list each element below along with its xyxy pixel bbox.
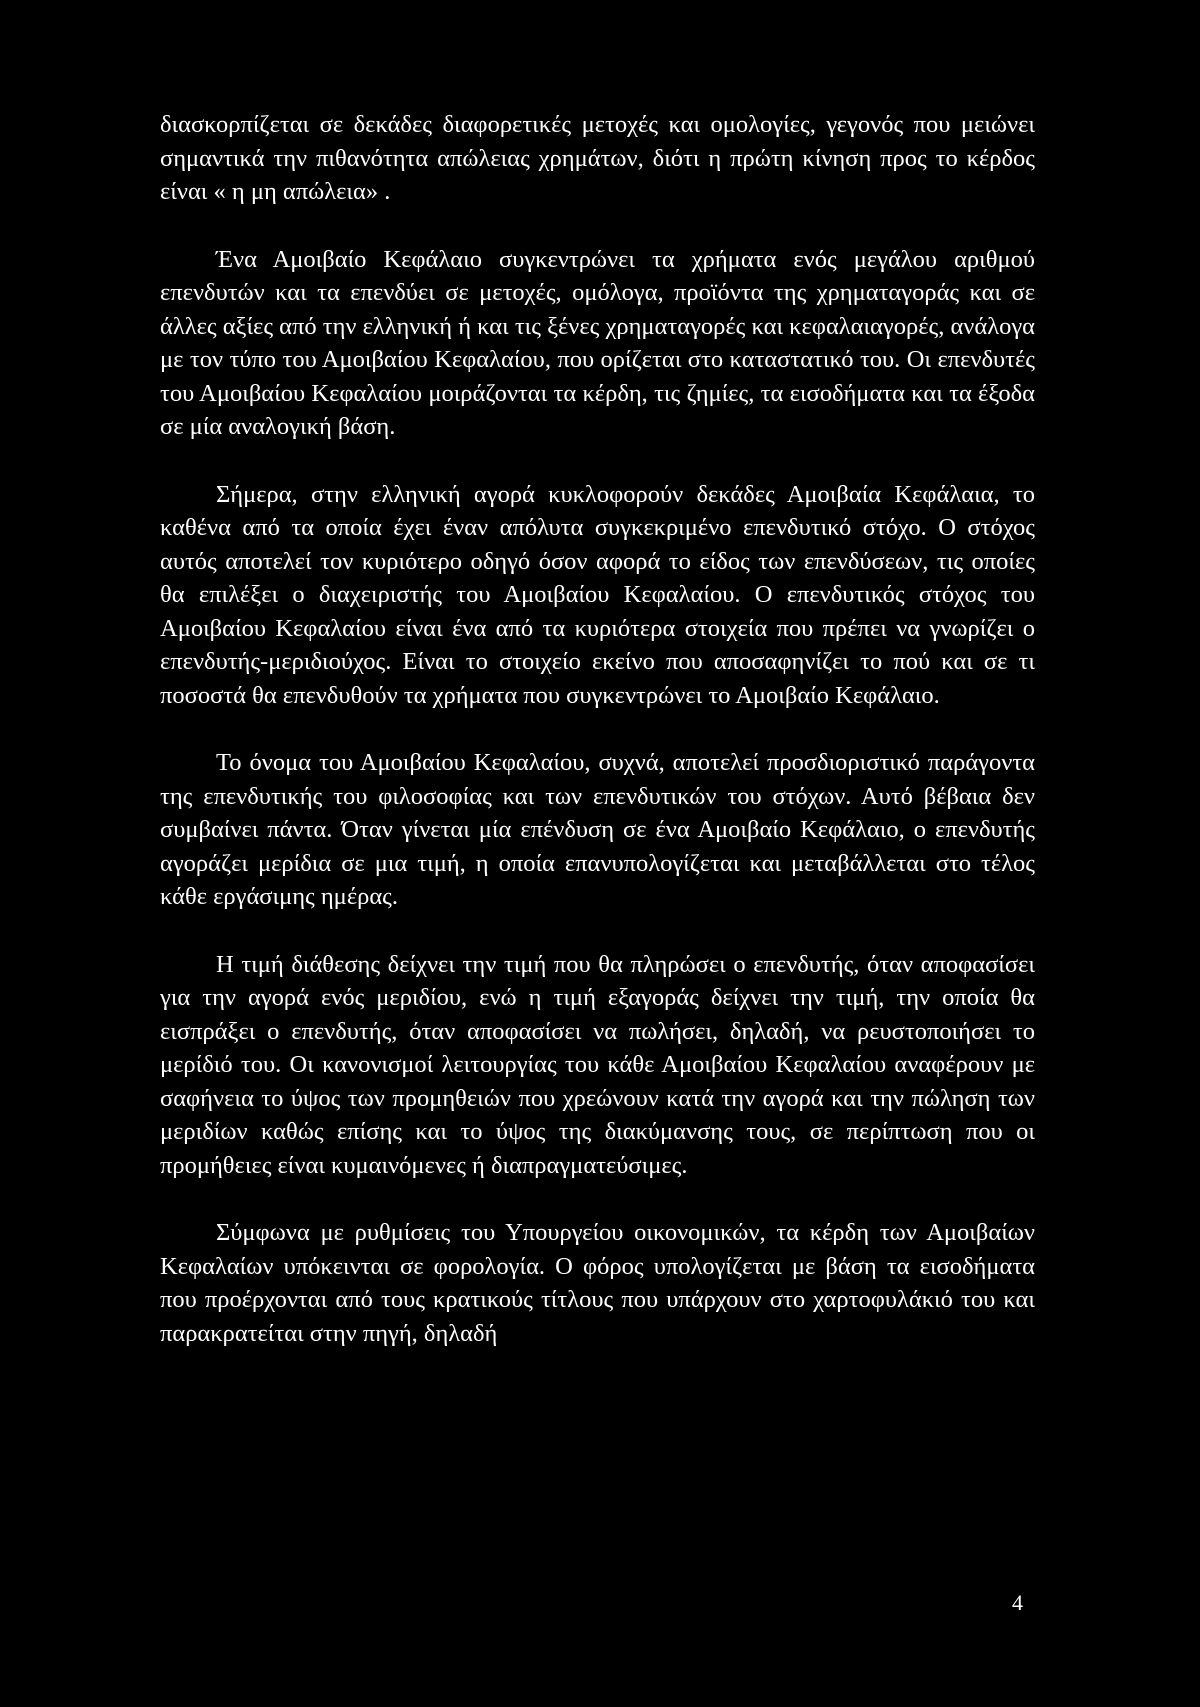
page-number: 4 <box>1012 1590 1023 1615</box>
paragraph-continuation: διασκορπίζεται σε δεκάδες διαφορετικές μετοχές και ομολογίες, γεγονός που μειώνει σημαντικά την πιθανότητα απώλειας χρημάτων, διότι η πρώτη κίνηση προς το κέρδος είναι « η μη απώλεια» . <box>160 111 1035 205</box>
body-text <box>160 108 1035 1384</box>
paragraph-taxation: Σύμφωνα με ρυθμίσεις του Υπουργείου οικονομικών, τα κέρδη των Αμοιβαίων Κεφαλαίων υπόκεινται σε φορολογία. Ο φόρος υπολογίζεται με βάση τα εισοδήματα που προέρχονται από τους κρατικούς τίτλους που υπάρχουν στο χαρτοφυλάκιό του και παρακρατείται στην πηγή, δηλαδή <box>160 1219 1035 1347</box>
paragraph-pricing: Η τιμή διάθεσης δείχνει την τιμή που θα πληρώσει ο επενδυτής, όταν αποφασίσει για την αγορά ενός μεριδίου, ενώ η τιμή εξαγοράς δείχνει την τιμή, την οποία θα εισπράξει ο επενδυτής, όταν αποφασίσει να πωλήσει, δηλαδή, να ρευστοποιήσει το μερίδιό του. Οι κανονισμοί λειτουργίας του κάθε Αμοιβαίου Κεφαλαίου αναφέρουν με σαφήνεια το ύψος των προμηθειών που χρεώνουν κατά την αγορά και την πώληση των μεριδίων καθώς επίσης και το ύψος της διακύμανσης τους, σε περίπτωση που οι προμήθειες είναι κυμαινόμενες ή διαπραγματεύσιμες. <box>160 950 1035 1179</box>
paragraph-investment-objective: Σήμερα, στην ελληνική αγορά κυκλοφορούν δεκάδες Αμοιβαία Κεφάλαια, το καθένα από τα οποία έχει έναν απόλυτα συγκεκριμένο επενδυτικό στόχο. Ο στόχος αυτός αποτελεί τον κυριότερο οδηγό όσον αφορά το είδος των επενδύσεων, τις οποίες θα επιλέξει ο διαχειριστής του Αμοιβαίου Κεφαλαίου. Ο επενδυτικός στόχος του Αμοιβαίου Κεφαλαίου είναι ένα από τα κυριότερα στοιχεία που πρέπει να γνωρίζει ο επενδυτής-μεριδιούχος. Είναι το στοιχείο εκείνο που αποσαφηνίζει το πού και σε τι ποσοστά θα επενδυθούν τα χρήματα που συγκεντρώνει το Αμοιβαίο Κεφάλαιο. <box>160 480 1035 709</box>
paragraph-mutual-fund-definition: Ένα Αμοιβαίο Κεφάλαιο συγκεντρώνει τα χρήματα ενός μεγάλου αριθμού επενδυτών και τα επενδύει σε μετοχές, ομόλογα, προϊόντα της χρηματαγοράς και σε άλλες αξίες από την ελληνική ή και τις ξένες χρηματαγορές και κεφαλαιαγορές, ανάλογα με τον τύπο του Αμοιβαίου Κεφαλαίου, που ορίζεται στο καταστατικό του. Οι επενδυτές του Αμοιβαίου Κεφαλαίου μοιράζονται τα κέρδη, τις ζημίες, τα εισοδήματα και τα έξοδα σε μία αναλογική βάση. <box>160 245 1036 440</box>
paragraph-fund-name: Το όνομα του Αμοιβαίου Κεφαλαίου, συχνά, αποτελεί προσδιοριστικό παράγοντα της επενδυτικής του φιλοσοφίας και των επενδυτικών του στόχων. Αυτό βέβαια δεν συμβαίνει πάντα. Όταν γίνεται μία επένδυση σε ένα Αμοιβαίο Κεφάλαιο, ο επενδυτής αγοράζει μερίδια σε μια τιμή, η οποία επανυπολογίζεται και μεταβάλλεται στο τέλος κάθε εργάσιμης ημέρας. <box>160 749 1035 910</box>
